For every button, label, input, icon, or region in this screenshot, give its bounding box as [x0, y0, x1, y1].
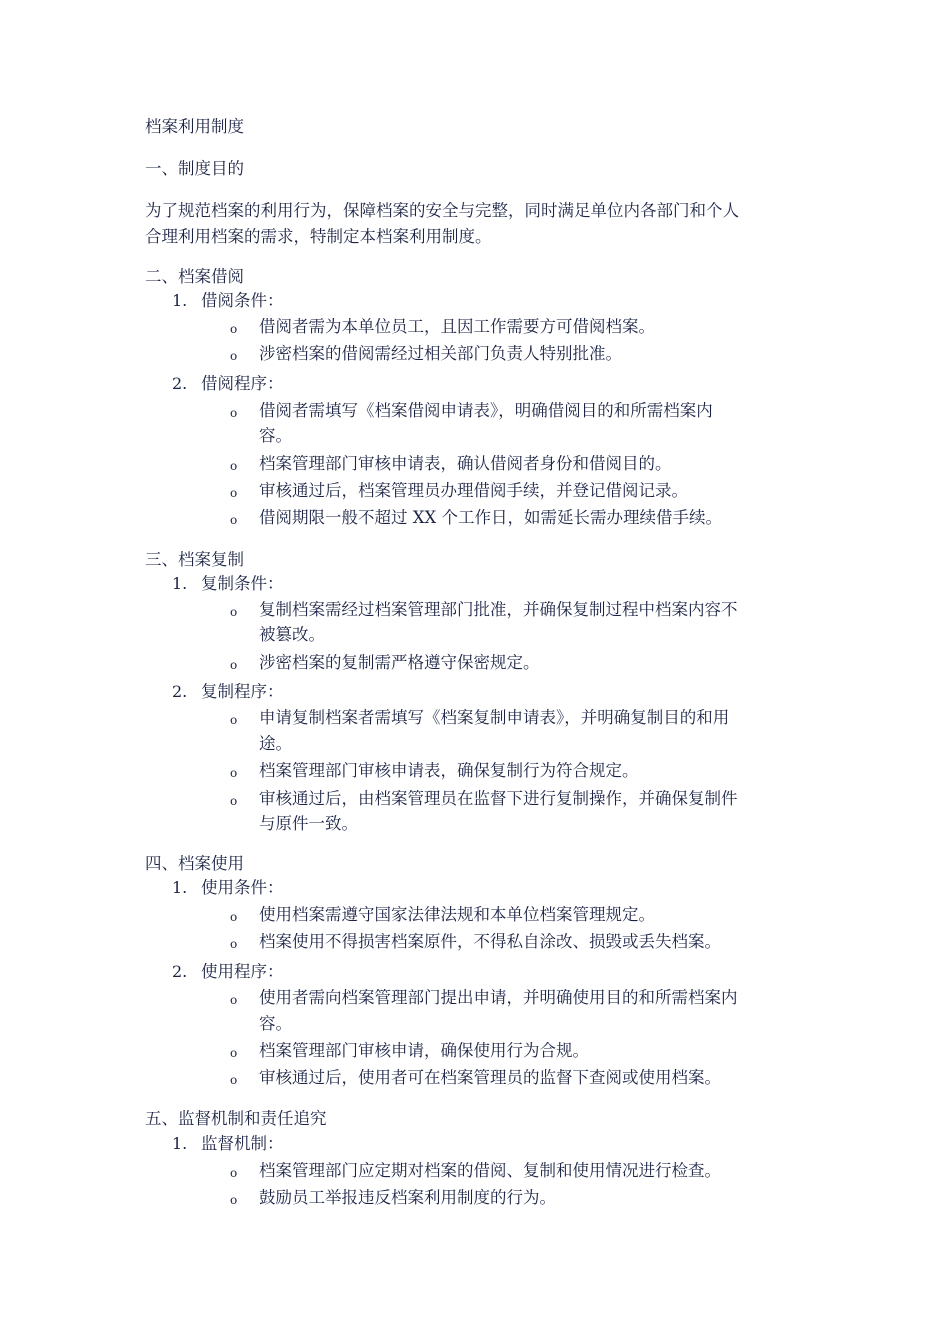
- bullet-text: 涉密档案的复制需严格遵守保密规定。: [259, 653, 540, 672]
- paragraph-line: 为了规范档案的利用行为，保障档案的安全与完整，同时满足单位内各部门和个人: [145, 201, 739, 220]
- section-heading: 五、监督机制和责任追究: [145, 1109, 327, 1128]
- bullet-text-continued: 容。: [259, 1014, 292, 1033]
- bullet-text: 复制档案需经过档案管理部门批准，并确保复制过程中档案内容不: [259, 600, 738, 619]
- bullet-icon: o: [230, 605, 238, 619]
- section-heading: 三、档案复制: [145, 550, 244, 569]
- bullet-text: 审核通过后，使用者可在档案管理员的监督下查阅或使用档案。: [259, 1068, 721, 1087]
- bullet-text: 借阅者需填写《档案借阅申请表》，明确借阅目的和所需档案内: [259, 401, 713, 420]
- bullet-text: 申请复制档案者需填写《档案复制申请表》，并明确复制目的和用: [259, 708, 730, 727]
- bullet-text: 档案管理部门审核申请表，确保复制行为符合规定。: [259, 761, 639, 780]
- bullet-icon: o: [230, 937, 238, 951]
- bullet-text: 审核通过后，由档案管理员在监督下进行复制操作，并确保复制件: [259, 789, 738, 808]
- bullet-icon: o: [230, 513, 238, 527]
- list-item-label: 使用条件：: [201, 878, 284, 897]
- bullet-text: 档案管理部门审核申请表，确认借阅者身份和借阅目的。: [259, 454, 672, 473]
- bullet-icon: o: [230, 1193, 238, 1207]
- list-item-label: 复制条件：: [201, 574, 284, 593]
- bullet-text: 使用档案需遵守国家法律法规和本单位档案管理规定。: [259, 905, 655, 924]
- list-number: 1.: [172, 878, 188, 897]
- bullet-text-continued: 与原件一致。: [259, 814, 358, 833]
- list-number: 2.: [172, 374, 188, 393]
- bullet-icon: o: [230, 713, 238, 727]
- list-item-label: 复制程序：: [201, 682, 284, 701]
- bullet-icon: o: [230, 459, 238, 473]
- bullet-icon: o: [230, 993, 238, 1007]
- list-item-label: 监督机制：: [201, 1134, 284, 1153]
- list-item-label: 借阅程序：: [201, 374, 284, 393]
- bullet-icon: o: [230, 794, 238, 808]
- bullet-icon: o: [230, 658, 238, 672]
- list-number: 1.: [172, 1134, 188, 1153]
- bullet-text-continued: 容。: [259, 426, 292, 445]
- bullet-icon: o: [230, 1073, 238, 1087]
- bullet-text: 使用者需向档案管理部门提出申请，并明确使用目的和所需档案内: [259, 988, 738, 1007]
- paragraph-line: 合理利用档案的需求，特制定本档案利用制度。: [145, 227, 492, 246]
- bullet-text: 档案管理部门应定期对档案的借阅、复制和使用情况进行检查。: [259, 1161, 721, 1180]
- bullet-icon: o: [230, 910, 238, 924]
- list-item-label: 使用程序：: [201, 962, 284, 981]
- section-heading: 四、档案使用: [145, 854, 244, 873]
- bullet-icon: o: [230, 1166, 238, 1180]
- document-title: 档案利用制度: [145, 117, 244, 136]
- bullet-icon: o: [230, 1046, 238, 1060]
- section-heading: 一、制度目的: [145, 159, 244, 178]
- bullet-text: 档案管理部门审核申请，确保使用行为合规。: [259, 1041, 589, 1060]
- bullet-icon: o: [230, 486, 238, 500]
- list-number: 2.: [172, 682, 188, 701]
- bullet-text: 档案使用不得损害档案原件，不得私自涂改、损毁或丢失档案。: [259, 932, 721, 951]
- bullet-text-continued: 被篡改。: [259, 625, 325, 644]
- bullet-text-continued: 途。: [259, 734, 292, 753]
- bullet-icon: o: [230, 322, 238, 336]
- bullet-text: 审核通过后，档案管理员办理借阅手续，并登记借阅记录。: [259, 481, 688, 500]
- list-item-label: 借阅条件：: [201, 291, 284, 310]
- bullet-text: 借阅者需为本单位员工，且因工作需要方可借阅档案。: [259, 317, 655, 336]
- bullet-text: 借阅期限一般不超过 XX 个工作日，如需延长需办理续借手续。: [259, 508, 722, 527]
- list-number: 1.: [172, 291, 188, 310]
- list-number: 1.: [172, 574, 188, 593]
- bullet-icon: o: [230, 406, 238, 420]
- list-number: 2.: [172, 962, 188, 981]
- bullet-text: 鼓励员工举报违反档案利用制度的行为。: [259, 1188, 556, 1207]
- bullet-icon: o: [230, 766, 238, 780]
- bullet-icon: o: [230, 349, 238, 363]
- section-heading: 二、档案借阅: [145, 267, 244, 286]
- bullet-text: 涉密档案的借阅需经过相关部门负责人特别批准。: [259, 344, 622, 363]
